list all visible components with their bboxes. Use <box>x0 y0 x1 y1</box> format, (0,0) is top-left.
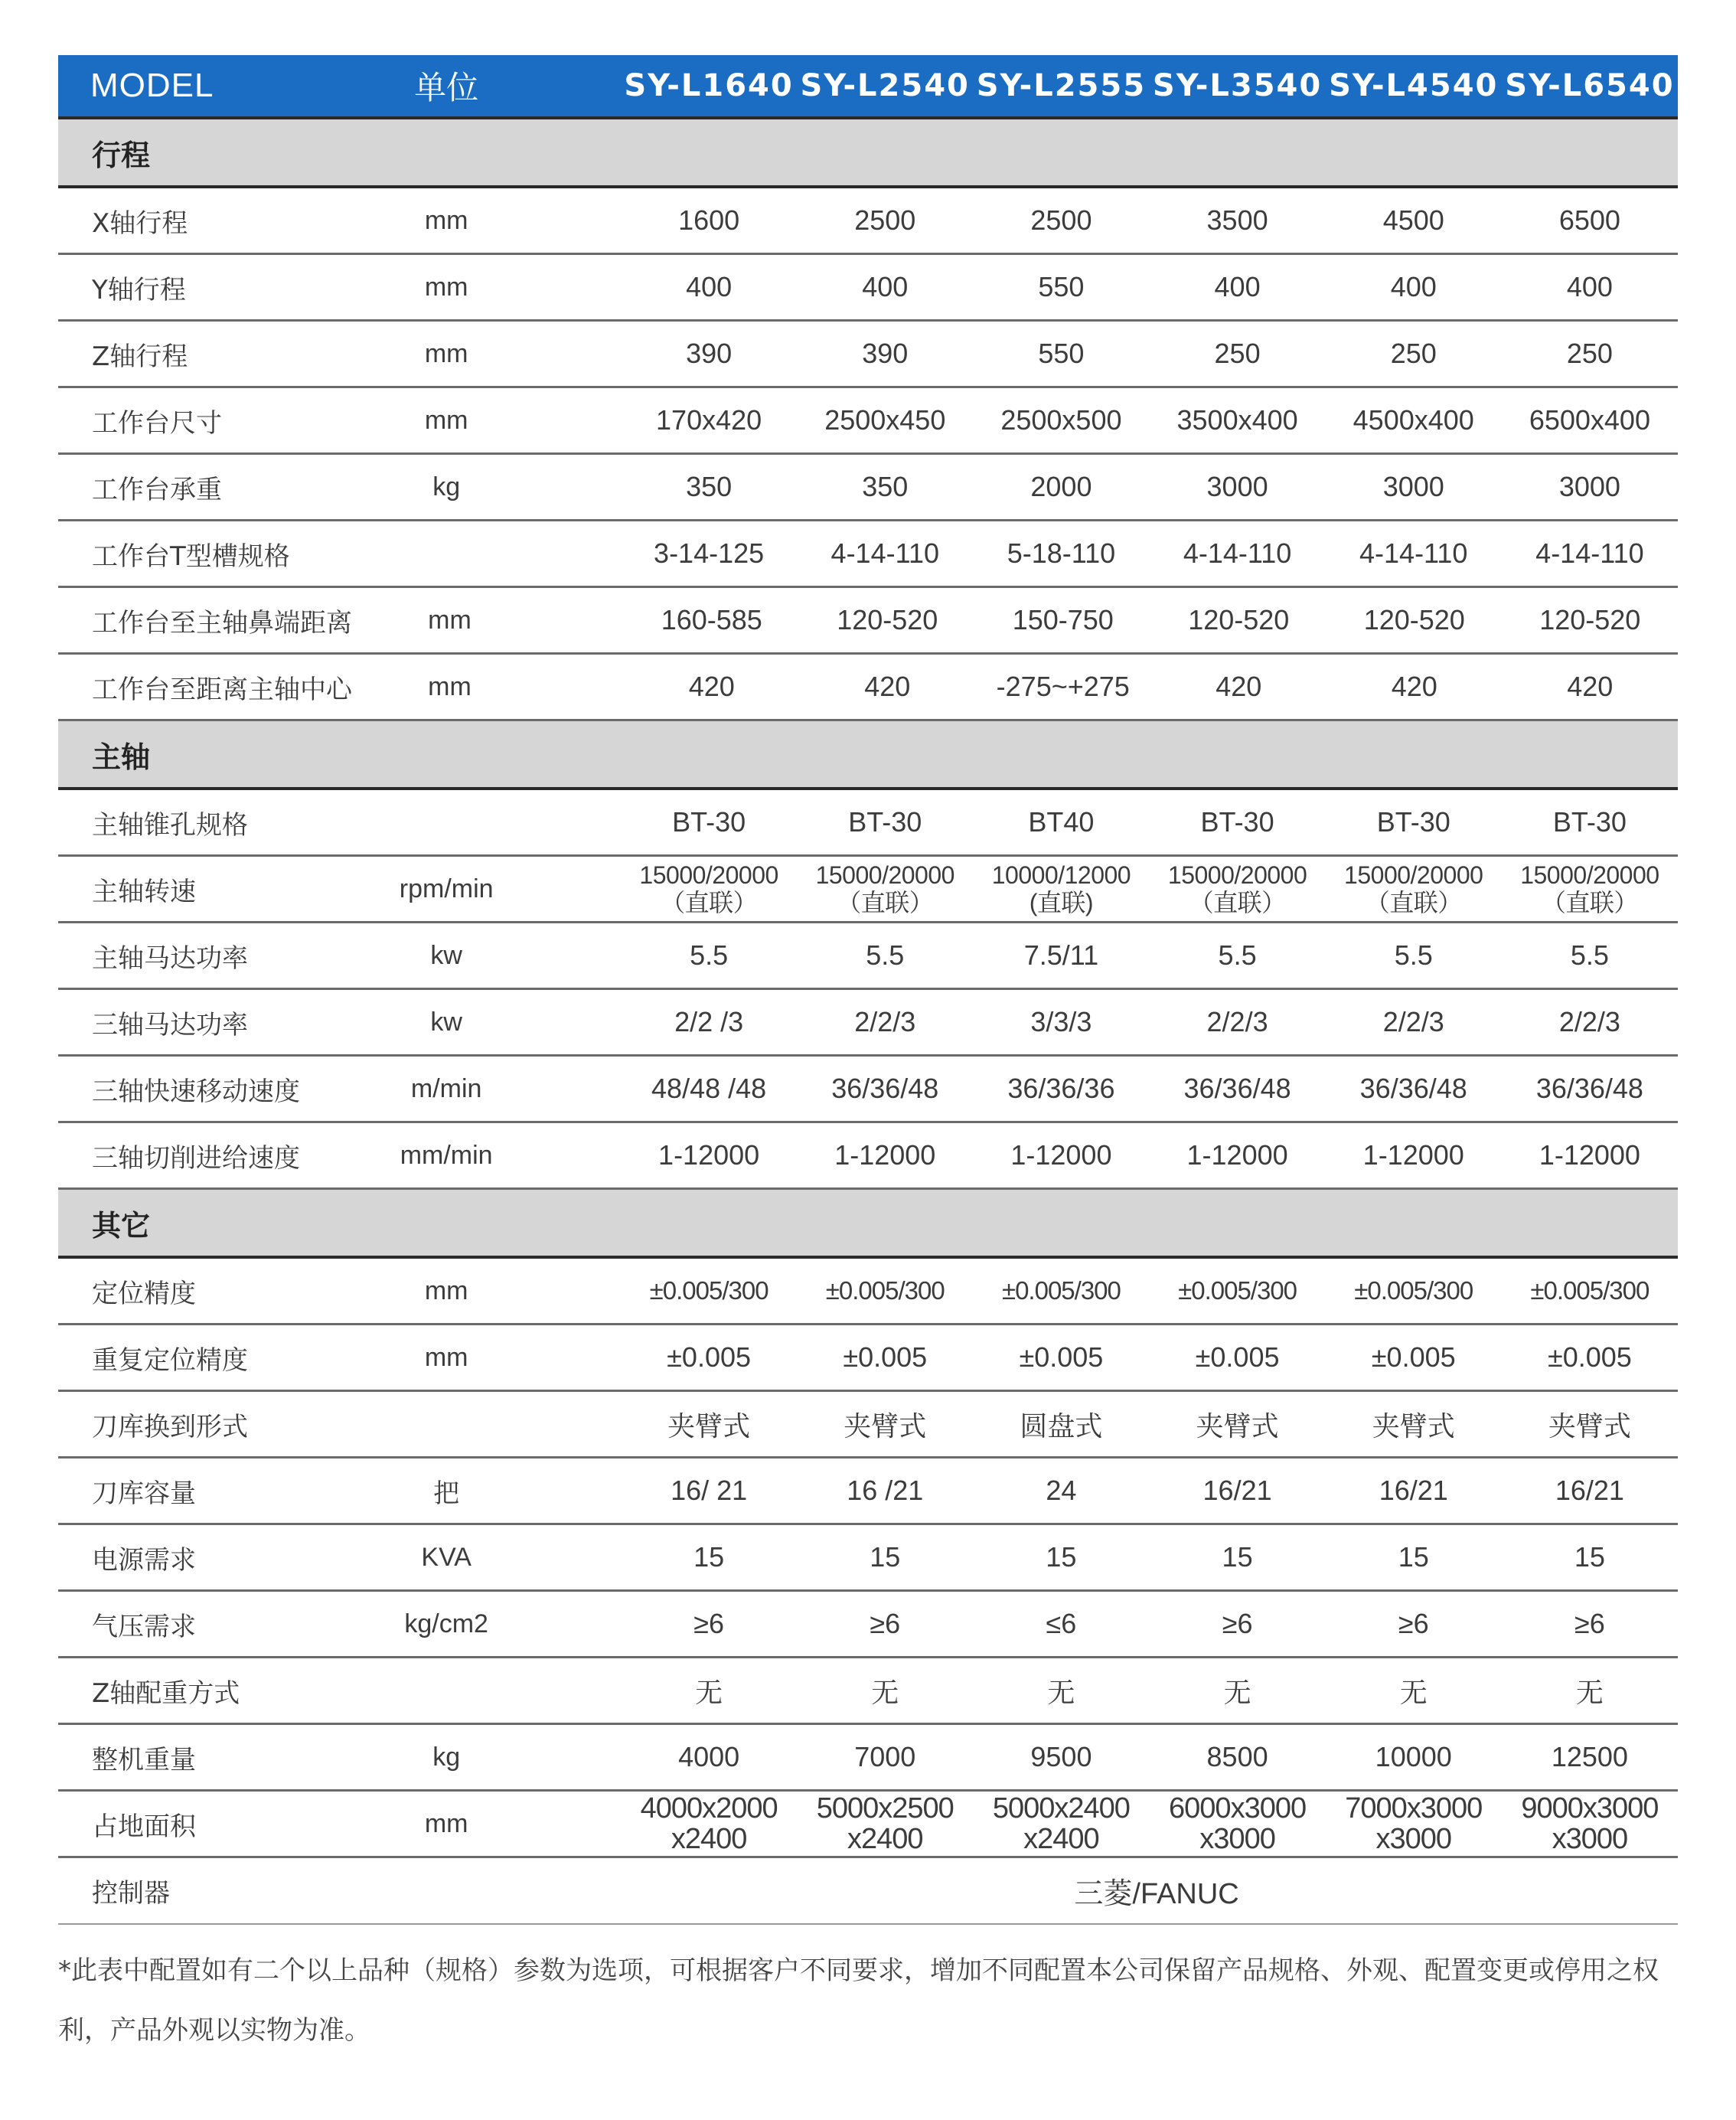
cell-value: BT-30 <box>1376 806 1450 838</box>
cell-value: 350 <box>686 471 733 502</box>
cell-value: 400 <box>862 271 909 302</box>
table-row <box>58 655 1678 721</box>
cell-value: 3500 <box>1206 204 1268 236</box>
cell-value: 420 <box>864 671 911 702</box>
cell-value: 250 <box>1390 338 1437 369</box>
cell-value: 36/36/36 <box>1007 1073 1115 1104</box>
row-label: X轴行程 <box>92 207 188 239</box>
cell-value: 9500 <box>1030 1741 1092 1772</box>
cell-value: 3/3/3 <box>1030 1006 1092 1037</box>
cell-value: 15 <box>1398 1541 1429 1573</box>
cell-value: 3000 <box>1206 471 1268 502</box>
table-row <box>58 588 1678 655</box>
row-label: 三轴切削进给速度 <box>92 1142 300 1174</box>
cell-value: ≥6 <box>1222 1608 1253 1639</box>
cell-value: 16/21 <box>1379 1475 1448 1506</box>
cell-value: 1-12000 <box>1362 1139 1464 1171</box>
cell-value: ±0.005 <box>1019 1341 1104 1373</box>
cell-value: 夹臂式 <box>844 1410 927 1442</box>
cell-value: 4-14-110 <box>830 537 939 569</box>
cell-value: 150-750 <box>1012 604 1114 635</box>
cell-value: 250 <box>1566 338 1613 369</box>
row-label: 工作台T型槽规格 <box>92 541 290 572</box>
cell-value: 15 <box>1574 1541 1605 1573</box>
cell-value: 390 <box>862 338 909 369</box>
cell-value: 15000/20000 （直联） <box>1344 861 1483 916</box>
cell-value: ±0.005/300 <box>649 1276 768 1305</box>
model-name: SY-L4540 <box>1329 68 1499 103</box>
cell-value: 无 <box>1223 1676 1251 1708</box>
table-row <box>58 1592 1678 1658</box>
row-unit: mm <box>424 1808 468 1838</box>
cell-value: 120-520 <box>837 604 938 635</box>
cell-value: 夹臂式 <box>1548 1410 1631 1442</box>
row-unit: mm <box>424 405 468 435</box>
row-unit: mm <box>424 272 468 302</box>
cell-value: 1600 <box>678 204 740 236</box>
cell-value: 15 <box>1222 1541 1253 1573</box>
row-unit: mm <box>424 338 468 368</box>
cell-value: ≥6 <box>870 1608 901 1639</box>
section-header-spindle: 主轴 <box>58 721 1678 790</box>
cell-value: 15 <box>693 1541 725 1573</box>
cell-value: 6500 <box>1558 204 1620 236</box>
table-row <box>58 255 1678 322</box>
row-label: 工作台承重 <box>92 474 222 505</box>
row-unit: 把 <box>433 1478 460 1508</box>
row-label: 控制器 <box>92 1878 170 1909</box>
row-label: 整机重量 <box>92 1744 196 1775</box>
row-label: 三轴快速移动速度 <box>92 1076 300 1107</box>
row-label: 重复定位精度 <box>92 1344 248 1376</box>
row-unit: kg <box>432 1742 461 1772</box>
table-row <box>58 388 1678 455</box>
cell-value: 圆盘式 <box>1020 1410 1103 1442</box>
section-header-travel: 行程 <box>58 119 1678 188</box>
table-row <box>58 1259 1678 1325</box>
cell-value: -275~+275 <box>996 671 1130 702</box>
cell-value: 36/36/48 <box>1359 1073 1467 1104</box>
row-unit: kg <box>432 472 461 501</box>
cell-value: 350 <box>862 471 909 502</box>
cell-value: 16 /21 <box>847 1475 924 1506</box>
cell-value: 10000/12000 (直联) <box>991 861 1131 916</box>
table-row <box>58 857 1678 923</box>
cell-value: ±0.005/300 <box>1530 1276 1650 1305</box>
cell-value: 2/2/3 <box>1558 1006 1620 1037</box>
row-label: 工作台至距离主轴中心 <box>92 674 352 705</box>
cell-value: 420 <box>1567 671 1614 702</box>
cell-value: ±0.005 <box>1371 1341 1456 1373</box>
cell-value: 16/21 <box>1202 1475 1272 1506</box>
table-row <box>58 322 1678 388</box>
cell-value: 4500 <box>1382 204 1444 236</box>
row-unit: m/min <box>410 1073 482 1103</box>
cell-value: 15 <box>1046 1541 1077 1573</box>
cell-value: 120-520 <box>1188 604 1290 635</box>
row-label: 工作台尺寸 <box>92 407 222 439</box>
cell-value: 无 <box>695 1676 723 1708</box>
cell-value: 8500 <box>1206 1741 1268 1772</box>
cell-value: 5000x2400 x2400 <box>992 1792 1130 1855</box>
table-row <box>58 1792 1678 1858</box>
model-name: SY-L6540 <box>1505 68 1675 103</box>
cell-value: 1-12000 <box>834 1139 936 1171</box>
row-unit: kg/cm2 <box>404 1609 488 1638</box>
cell-value: 6000x3000 x3000 <box>1169 1792 1307 1855</box>
cell-value: 120-520 <box>1363 604 1465 635</box>
row-unit: kw <box>430 1007 462 1037</box>
table-row <box>58 1725 1678 1792</box>
row-label: 工作台至主轴鼻端距离 <box>92 607 352 639</box>
table-body <box>58 119 1678 1925</box>
row-label: 定位精度 <box>92 1278 196 1309</box>
cell-value: 4-14-110 <box>1535 537 1644 569</box>
section-header-other: 其它 <box>58 1190 1678 1259</box>
cell-value: ±0.005/300 <box>1001 1276 1121 1305</box>
row-label: 刀库换到形式 <box>92 1411 248 1442</box>
cell-value: 16/21 <box>1555 1475 1624 1506</box>
cell-value: ±0.005 <box>1195 1341 1280 1373</box>
table-row <box>58 1858 1678 1925</box>
cell-value: ±0.005/300 <box>825 1276 945 1305</box>
table-row <box>58 1123 1678 1190</box>
cell-value: 120-520 <box>1539 604 1641 635</box>
cell-value: 5-18-110 <box>1007 537 1116 569</box>
cell-value: ≥6 <box>1574 1608 1605 1639</box>
cell-value: 无 <box>1399 1676 1428 1708</box>
cell-value: 3-14-125 <box>654 537 765 569</box>
row-unit: KVA <box>421 1542 472 1572</box>
table-header <box>58 55 1678 119</box>
cell-value: 夹臂式 <box>1196 1410 1279 1442</box>
row-label: 主轴转速 <box>92 876 196 907</box>
cell-value: 400 <box>1390 271 1437 302</box>
cell-value: 2500 <box>854 204 916 236</box>
cell-value: BT-30 <box>848 806 922 838</box>
model-name: SY-L1640 <box>624 68 794 103</box>
table-row <box>58 1392 1678 1459</box>
cell-value: 5.5 <box>1394 939 1433 971</box>
row-unit: mm <box>424 1276 468 1305</box>
cell-value: 36/36/48 <box>831 1073 939 1104</box>
cell-value: 无 <box>1575 1676 1604 1708</box>
model-name: SY-L2555 <box>976 68 1147 103</box>
cell-value: 170x420 <box>656 404 762 436</box>
cell-value: 夹臂式 <box>1372 1410 1455 1442</box>
model-name: SY-L2540 <box>800 68 970 103</box>
cell-value: 390 <box>686 338 733 369</box>
cell-value: 5.5 <box>866 939 905 971</box>
cell-value: 5.5 <box>690 939 729 971</box>
table-row <box>58 1325 1678 1392</box>
cell-value: 7.5/11 <box>1023 939 1099 971</box>
footnote: *此表中配置如有二个以上品种（规格）参数为选项，可根据客户不同要求，增加不同配置本公司保留产品规格、外观、配置变更或停用之权利，产品外观以实物为准。 <box>58 1955 1659 2046</box>
cell-value: 4000 <box>678 1741 740 1772</box>
cell-value: 160-585 <box>661 604 762 635</box>
cell-value: 5000x2500 x2400 <box>816 1792 954 1855</box>
row-unit: rpm/min <box>399 874 494 903</box>
cell-value: 12500 <box>1551 1741 1628 1772</box>
cell-value: ≥6 <box>1398 1608 1429 1639</box>
cell-value: 15000/20000 （直联） <box>1520 861 1659 916</box>
cell-value: 15000/20000 （直联） <box>815 861 954 916</box>
cell-value: 2/2/3 <box>1206 1006 1268 1037</box>
cell-value: 无 <box>871 1676 899 1708</box>
cell-value: 420 <box>1216 671 1262 702</box>
cell-value: 3000 <box>1382 471 1444 502</box>
cell-value: 16/ 21 <box>671 1475 748 1506</box>
cell-value: 36/36/48 <box>1535 1073 1643 1104</box>
table-row <box>58 1658 1678 1725</box>
row-label: 三轴马达功率 <box>92 1009 248 1040</box>
table-row <box>58 521 1678 588</box>
cell-value: 1-12000 <box>658 1139 760 1171</box>
cell-value: 24 <box>1046 1475 1077 1506</box>
cell-value: 6500x400 <box>1529 404 1650 436</box>
unit-header: 单位 <box>414 69 479 106</box>
cell-value: 5.5 <box>1570 939 1609 971</box>
row-label: 占地面积 <box>92 1811 196 1842</box>
model-header: MODEL <box>90 67 214 104</box>
cell-value: 7000x3000 x3000 <box>1345 1792 1483 1855</box>
cell-value: 36/36/48 <box>1183 1073 1291 1104</box>
cell-value: 2/2/3 <box>1382 1006 1444 1037</box>
row-unit: mm/min <box>400 1140 493 1170</box>
cell-value: 15000/20000 （直联） <box>639 861 778 916</box>
row-label: 气压需求 <box>92 1611 196 1642</box>
cell-value: 2500x500 <box>1000 404 1122 436</box>
cell-value: 2500 <box>1030 204 1092 236</box>
cell-value: 15 <box>870 1541 901 1573</box>
cell-value: 550 <box>1038 338 1085 369</box>
cell-value: 夹臂式 <box>667 1410 751 1442</box>
cell-value: ±0.005/300 <box>1178 1276 1297 1305</box>
cell-value: 1-12000 <box>1010 1139 1112 1171</box>
row-unit: mm <box>428 605 472 635</box>
table-row <box>58 1525 1678 1592</box>
row-value-span: 三菱/FANUC <box>1074 1878 1239 1910</box>
cell-value: 3500x400 <box>1176 404 1298 436</box>
cell-value: 420 <box>688 671 735 702</box>
spec-table <box>58 55 1678 1925</box>
table-row <box>58 188 1678 255</box>
cell-value: 420 <box>1391 671 1437 702</box>
cell-value: 5.5 <box>1218 939 1257 971</box>
table-row <box>58 990 1678 1057</box>
cell-value: BT-30 <box>672 806 746 838</box>
cell-value: BT40 <box>1028 806 1095 838</box>
cell-value: 2000 <box>1030 471 1092 502</box>
table-row <box>58 1057 1678 1123</box>
cell-value: ±0.005/300 <box>1354 1276 1473 1305</box>
cell-value: 15000/20000 （直联） <box>1167 861 1307 916</box>
cell-value: 9000x3000 x3000 <box>1521 1792 1659 1855</box>
cell-value: 48/48 /48 <box>651 1073 767 1104</box>
cell-value: ≥6 <box>693 1608 724 1639</box>
cell-value: 250 <box>1214 338 1261 369</box>
cell-value: 400 <box>1566 271 1613 302</box>
cell-value: 4-14-110 <box>1183 537 1292 569</box>
row-label: 刀库容量 <box>92 1478 196 1509</box>
cell-value: ±0.005 <box>843 1341 928 1373</box>
cell-value: 400 <box>686 271 733 302</box>
cell-value: ±0.005 <box>667 1341 752 1373</box>
row-label: 主轴马达功率 <box>92 942 248 974</box>
table-row <box>58 1459 1678 1525</box>
cell-value: 2/2 /3 <box>674 1006 744 1037</box>
cell-value: 4-14-110 <box>1359 537 1468 569</box>
cell-value: 4000x2000 x2400 <box>640 1792 778 1855</box>
cell-value: 400 <box>1214 271 1261 302</box>
cell-value: 3000 <box>1558 471 1620 502</box>
cell-value: 1-12000 <box>1186 1139 1288 1171</box>
row-unit: kw <box>430 940 462 970</box>
cell-value: BT-30 <box>1552 806 1627 838</box>
row-label: 电源需求 <box>92 1544 196 1576</box>
cell-value: 4500x400 <box>1353 404 1474 436</box>
cell-value: 2/2/3 <box>854 1006 916 1037</box>
row-unit: mm <box>424 205 468 235</box>
row-label: Z轴行程 <box>92 341 188 372</box>
table-row <box>58 790 1678 857</box>
cell-value: 1-12000 <box>1539 1139 1640 1171</box>
row-label: Z轴配重方式 <box>92 1677 240 1709</box>
table-row <box>58 455 1678 521</box>
table-row <box>58 923 1678 990</box>
cell-value: ±0.005 <box>1547 1341 1632 1373</box>
cell-value: 10000 <box>1375 1741 1452 1772</box>
cell-value: ≤6 <box>1046 1608 1077 1639</box>
row-unit: mm <box>428 671 472 701</box>
row-label: Y轴行程 <box>92 274 186 305</box>
cell-value: 无 <box>1047 1676 1075 1708</box>
cell-value: BT-30 <box>1200 806 1274 838</box>
cell-value: 550 <box>1038 271 1085 302</box>
model-name: SY-L3540 <box>1152 68 1323 103</box>
row-label: 主轴锥孔规格 <box>92 809 248 841</box>
cell-value: 7000 <box>854 1741 916 1772</box>
cell-value: 2500x450 <box>824 404 946 436</box>
row-unit: mm <box>424 1342 468 1372</box>
